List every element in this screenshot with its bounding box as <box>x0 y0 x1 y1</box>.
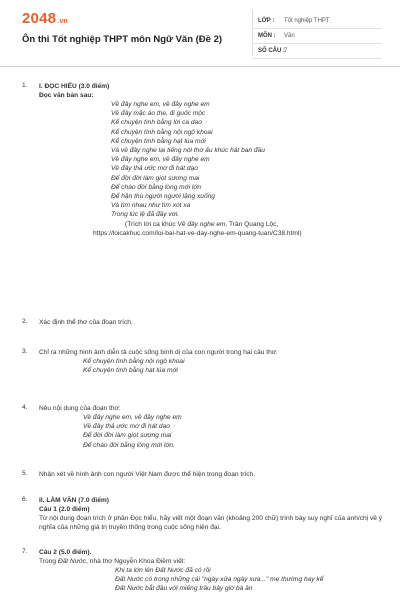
question-text: Chỉ ra những hình ảnh diễn tả cuộc sống bình dị của con người trong hai câu thơ: <box>39 349 278 356</box>
question-number: 4. <box>22 404 28 411</box>
section-subheading: Đọc văn bản sau: <box>39 92 94 99</box>
meta-count-value: 7 <box>284 48 288 54</box>
quoted-line: Để chào đời bằng lòng mới lớn. <box>83 441 175 449</box>
quoted-lines <box>83 413 399 450</box>
poem-line: Trong lúc lệ đã đầy vơi. <box>111 211 180 219</box>
quoted-lines <box>83 357 399 375</box>
work-title: Đất Nước <box>57 558 87 565</box>
quoted-line: Đất Nước có trong những cái "ngày xửa ngày xưa..." mẹ thường hay kể <box>115 576 324 584</box>
poem-line: Về đây nghe em, về đây nghe em <box>111 101 210 108</box>
meta-subject-key: MÔN : <box>258 33 276 39</box>
quoted-line: Về đây nghe em, về đây nghe em <box>83 414 182 421</box>
poem-excerpt <box>111 100 399 220</box>
document-header <box>0 0 400 64</box>
meta-class-key: LỚP : <box>258 18 275 24</box>
meta-subject-value: Văn <box>284 33 295 39</box>
quoted-lines <box>115 566 399 594</box>
poem-line: Để hận thù người người lặng xuống <box>111 193 215 201</box>
question-text: Trong Đất Nước, nhà thơ Nguyễn Khoa Điềm viết: <box>39 558 186 565</box>
poem-line: Về đây nghe em, về đây nghe em <box>111 156 210 164</box>
logo-tld: .vn <box>57 18 68 25</box>
citation-url[interactable]: https://loicakhuc.com/loi-bai-hat-ve-day-nghe-em-quang-tuan/C38.html) <box>93 229 302 237</box>
poem-line: Và về đây nghe lại tiếng nói thơ ấu khúc hát ban đầu <box>111 147 265 155</box>
poem-line: Về đây mặc áo the, đi guốc mộc <box>111 110 206 118</box>
question-number: 5. <box>22 470 28 477</box>
quoted-line: Khi ta lớn lên Đất Nước đã có rồi <box>115 567 211 574</box>
poem-line: Kể chuyện tình bằng lời ca dao <box>111 119 202 127</box>
question-number: 6. <box>22 496 28 503</box>
citation-song-title: Về đây nghe em <box>177 220 226 228</box>
quoted-line: Để đời đời làm giọt sương mai <box>83 432 172 440</box>
poem-line: Kể chuyện tình bằng hạt lúa mới <box>111 137 206 145</box>
meta-class-row <box>252 14 382 29</box>
question-text: Nhận xét về hình ảnh con người Việt Nam được thể hiện trong đoạn trích. <box>39 471 256 478</box>
document-title: Ôn thi Tốt nghiệp THPT môn Ngữ Văn (Đề 2) <box>22 34 223 45</box>
question-text: Nêu nội dung của đoạn thơ: <box>39 405 121 412</box>
poem-line: Để chào đời bằng lòng mới lớn <box>111 183 202 191</box>
meta-count-row <box>252 44 382 59</box>
section-heading: II. LÀM VĂN (7.0 điểm) <box>39 497 109 504</box>
quoted-line: Kể chuyện tình bằng hạt lúa mới <box>83 367 178 375</box>
poem-line: Để đời đời làm giọt sương mai <box>111 174 200 182</box>
quoted-line: Về đây thả ước mơ đi hát dạo <box>83 423 170 431</box>
section-subheading: Câu 2 (5.0 điểm). <box>39 549 92 556</box>
citation: (Trích lời ca khúc Về đây nghe em, Trần Quang Lộc, <box>125 220 279 228</box>
question-number: 1. <box>22 82 28 89</box>
section-subheading: Câu 1 (2.0 điểm) <box>39 506 90 513</box>
meta-subject-row <box>252 29 382 44</box>
question-text: Xác định thể thơ của đoạn trích. <box>39 319 133 326</box>
poem-line: Kể chuyện tình bằng nội ngộ khoai <box>111 128 213 136</box>
header-rule <box>0 66 400 67</box>
question-text: Từ nội dung đoạn trích ở phần Đọc hiểu, hãy viết một đoạn văn (khoảng 200 chữ) trình bày suy nghĩ của anh/chị về ý nghĩa của những giá trị truyền thống trong cuộc sống hiện đại. <box>39 515 383 532</box>
meta-count-key: SỐ CÂU : <box>258 48 285 54</box>
question-number: 7. <box>22 548 28 555</box>
question-number: 2. <box>22 318 28 325</box>
section-heading: I. ĐỌC HIỂU (3.0 điểm) <box>39 83 110 90</box>
poem-line: Và tìm nhau như tìm xót xa <box>111 202 191 210</box>
question-number: 3. <box>22 348 28 355</box>
quoted-line: Kể chuyện tình bằng nội ngộ khoai <box>83 358 185 365</box>
meta-class-value: Tốt nghiệp THPT <box>284 18 330 24</box>
poem-line: Về đây thả ước mơ đi hát dạo <box>111 165 198 173</box>
quoted-line: Đất Nước bắt đầu với miếng trầu bây giờ bà ăn <box>115 585 253 593</box>
site-logo[interactable]: 2048.vn <box>22 10 68 27</box>
